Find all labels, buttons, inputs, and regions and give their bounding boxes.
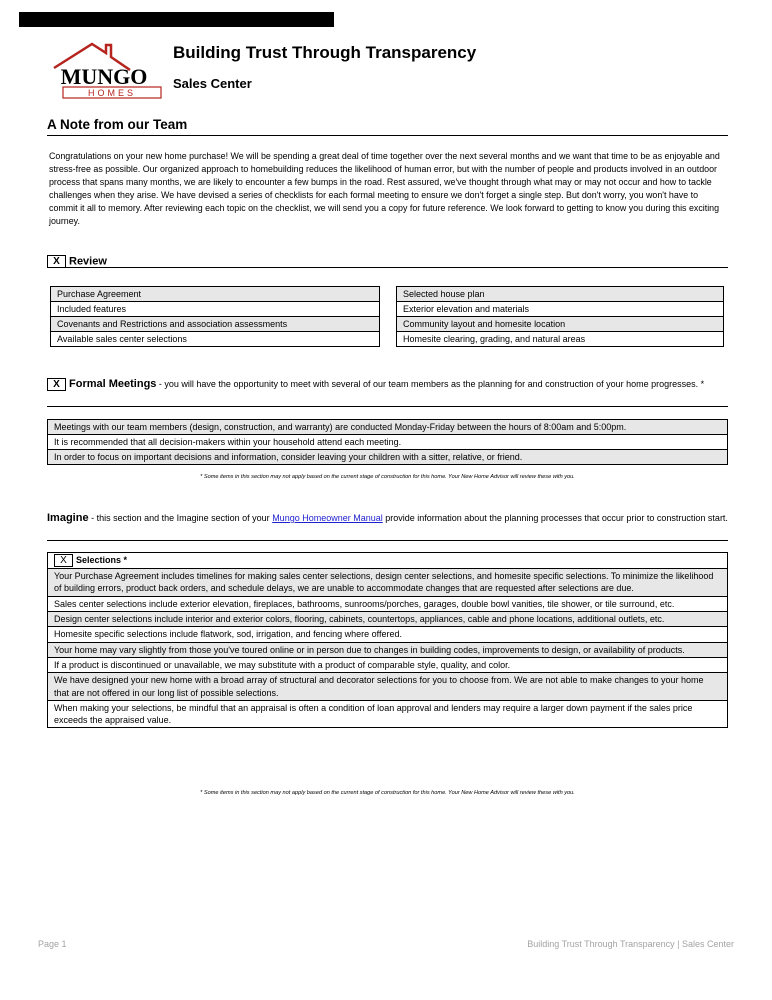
formal-meetings-table (47, 419, 728, 465)
formal-meetings-checkbox[interactable]: X (47, 378, 66, 391)
table-row (397, 302, 724, 317)
footer-title: Building Trust Through Transparency | Sales Center (527, 939, 734, 949)
imagine-description-end: provide information about the planning processes that occur prior to construction start. (382, 513, 728, 523)
selections-footnote: * Some items in this section may not apply based on the current stage of construction for this home. Your New Home Advisor will review these with you. (200, 790, 575, 796)
table-cell: Selected house plan (397, 287, 724, 302)
table-header-row (48, 553, 728, 569)
table-row (51, 317, 380, 332)
imagine-rule (47, 540, 728, 541)
table-cell: When making your selections, be mindful that an appraisal is often a condition of loan approval and lenders may require a larger down payment if the sales price exceeds the appraised value. (48, 700, 728, 728)
table-cell: Homesite clearing, grading, and natural areas (397, 332, 724, 347)
table-row (51, 287, 380, 302)
table-cell: Included features (51, 302, 380, 317)
imagine-description-start: - this section and the Imagine section of your (88, 513, 273, 523)
table-cell: It is recommended that all decision-makers within your household attend each meeting. (48, 435, 728, 450)
review-checkbox[interactable]: X (47, 255, 66, 268)
table-row (48, 450, 728, 465)
table-cell: Sales center selections include exterior elevation, fireplaces, bathrooms, sunrooms/porches, garages, double bowl vanities, tile shower, or tile surround, etc. (48, 596, 728, 611)
homeowner-manual-link[interactable]: Mungo Homeowner Manual (272, 513, 383, 523)
table-row (397, 332, 724, 347)
table-cell: Available sales center selections (51, 332, 380, 347)
table-row (397, 287, 724, 302)
formal-meetings-footnote: * Some items in this section may not apply based on the current stage of construction for this home. Your New Home Advisor will review these with you. (200, 474, 575, 480)
table-cell: Homesite specific selections include flatwork, sod, irrigation, and fencing where offered. (48, 627, 728, 642)
page-title: Building Trust Through Transparency (173, 43, 477, 62)
formal-meetings-title: Formal Meetings (69, 378, 157, 390)
mungo-homes-logo (50, 40, 162, 102)
table-row (48, 420, 728, 435)
table-cell: Your Purchase Agreement includes timelines for making sales center selections, design center selections, and homesite specific selections. To minimize the likelihood of building errors, product back orders, and schedule delays, we are unable to accommodate changes that are requested after selections are due. (48, 569, 728, 597)
imagine-title: Imagine (47, 512, 89, 524)
table-row (48, 642, 728, 657)
svg-text:HOMES: HOMES (87, 88, 137, 98)
imagine-heading (47, 511, 728, 525)
table-cell: In order to focus on important decisions and information, consider leaving your children with a sitter, relative, or friend. (48, 450, 728, 465)
table-cell: Community layout and homesite location (397, 317, 724, 332)
table-cell: Your home may vary slightly from those you've toured online or in person due to changes in building codes, improvements to design, or availability of products. (48, 642, 728, 657)
table-row (48, 657, 728, 672)
table-row (48, 627, 728, 642)
table-cell: Exterior elevation and materials (397, 302, 724, 317)
note-heading: A Note from our Team (47, 117, 188, 132)
table-cell: Design center selections include interior and exterior colors, flooring, cabinets, countertops, appliances, cable and phone locations, additional outlets, etc. (48, 612, 728, 627)
review-right-table (396, 286, 724, 347)
formal-meetings-heading (47, 377, 728, 391)
formal-meetings-description: - you will have the opportunity to meet with several of our team members as the planning for and construction of your home progresses. * (156, 379, 705, 389)
table-row (48, 596, 728, 611)
selections-header-cell (48, 553, 728, 569)
selections-table (47, 552, 728, 728)
selections-title: Selections * (76, 555, 128, 565)
table-cell: Covenants and Restrictions and association assessments (51, 317, 380, 332)
table-cell: Meetings with our team members (design, construction, and warranty) are conducted Monday-Friday between the hours of 8:00am and 5:00pm. (48, 420, 728, 435)
table-row (51, 302, 380, 317)
table-cell: We have designed your new home with a broad array of structural and decorator selections for you to choose from. We are not able to make changes to your home that are not offered in our long list of possible selections. (48, 673, 728, 701)
page-subtitle: Sales Center (173, 76, 252, 91)
svg-text:MUNGO: MUNGO (60, 64, 148, 89)
table-row (51, 332, 380, 347)
page-number: Page 1 (38, 939, 67, 949)
note-body: Congratulations on your new home purchase! We will be spending a great deal of time together over the next several months and we want that time to be as enjoyable and stress-free as possible. Our organized approach to homebuilding reduces the likelihood of human error, but with the number of people and products involved in an outdoor process that spans many months, we are likely to encounter a few bumps in the road. Rest assured, we've thought through what may or may not occur and how to tackle challenges when they arise. We have devised a series of checklists for each formal meeting to ensure we don't forget a single step. But don't worry, you won't have to commit it all to memory. After reviewing each topic on the checklist, we will send you a copy for future reference. We look forward to getting to know you during this exciting journey. (49, 151, 720, 226)
formal-meetings-rule (47, 406, 728, 407)
table-row (48, 569, 728, 597)
table-row (48, 435, 728, 450)
table-row (48, 700, 728, 728)
table-cell: If a product is discontinued or unavailable, we may substitute with a product of comparable style, quality, and color. (48, 657, 728, 672)
review-rule (47, 267, 728, 268)
table-row (48, 612, 728, 627)
table-cell: Purchase Agreement (51, 287, 380, 302)
table-row (48, 673, 728, 701)
heading-rule (47, 135, 728, 136)
redaction-bar (19, 12, 334, 27)
selections-checkbox[interactable]: X (54, 554, 73, 567)
review-left-table (50, 286, 380, 347)
review-title: Review (69, 255, 107, 268)
table-row (397, 317, 724, 332)
